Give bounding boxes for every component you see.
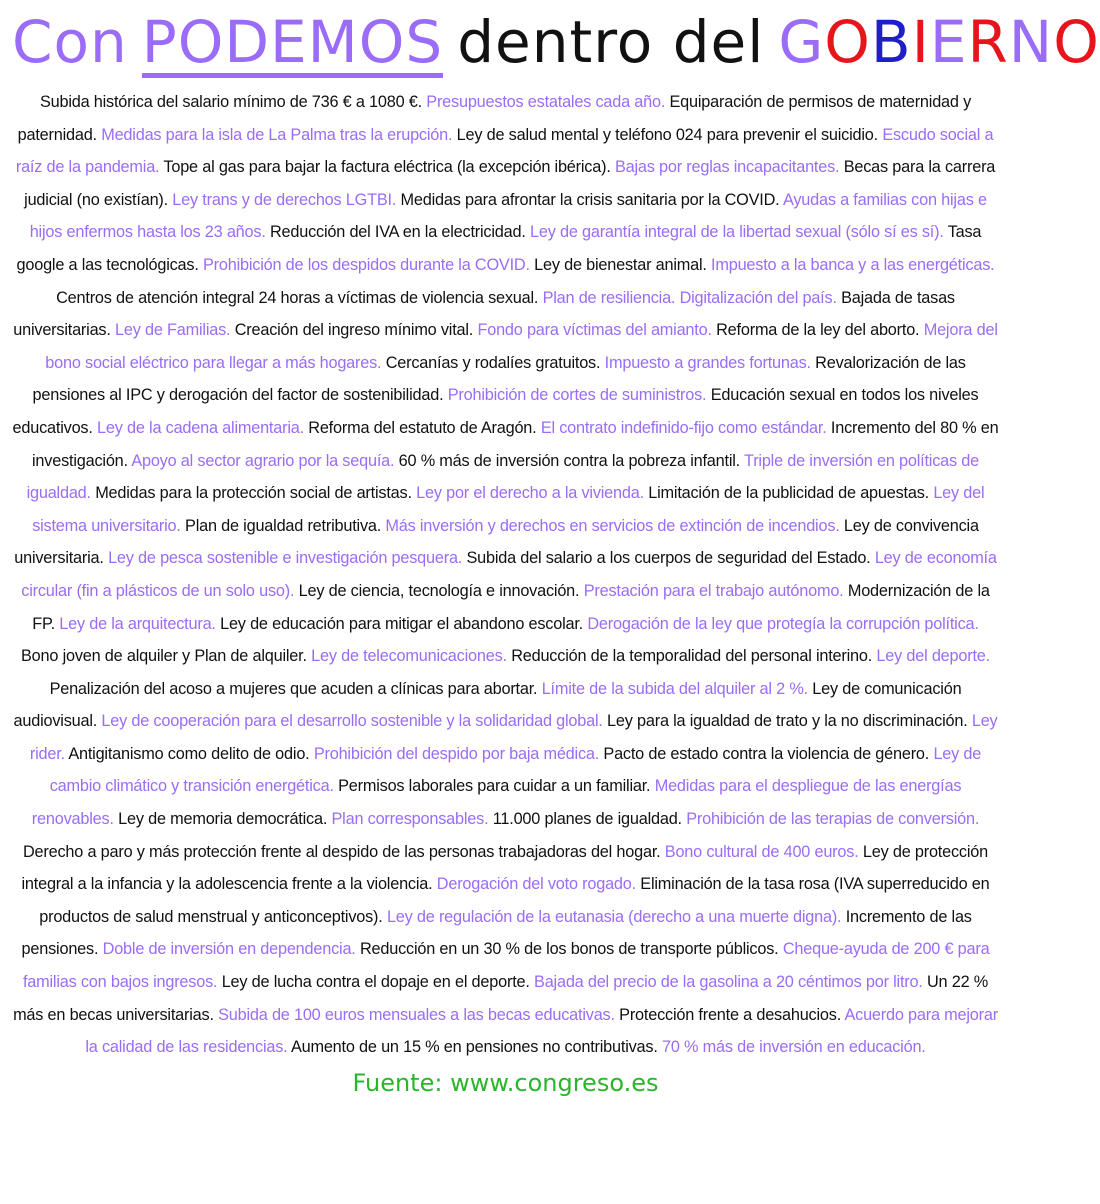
measure-item: Ayudas a familias con hijas e hijos enfermos hasta los 23 años. bbox=[29, 190, 987, 242]
measure-item: Bono joven de alquiler y Plan de alquiler. bbox=[21, 647, 307, 666]
measure-item: Ley de regulación de la eutanasia (derecho a una muerte digna). bbox=[386, 907, 842, 926]
measure-item: Eliminación de la tasa rosa (IVA superreducido en productos de salud menstrual y anticonceptivos). bbox=[39, 875, 990, 926]
measure-item: Subida histórica del salario mínimo de 736 € a 1080 €. bbox=[39, 93, 422, 111]
measure-item: Ley por el derecho a la vivienda. bbox=[416, 484, 644, 503]
measure-item: Ley de ciencia, tecnología e innovación. bbox=[298, 581, 580, 600]
measure-item: Ley de comunicación audiovisual. bbox=[13, 679, 962, 731]
measure-item: Plan de igualdad retributiva. bbox=[185, 516, 382, 535]
gobierno-letter: N bbox=[1008, 8, 1054, 76]
measure-item: Incremento del 80 % en investigación. bbox=[32, 418, 999, 470]
measure-item: El contrato indefinido-fijo como estándar. bbox=[540, 418, 827, 437]
measure-item: Protección frente a desahucios. bbox=[619, 1005, 842, 1024]
gobierno-letter: R bbox=[967, 8, 1009, 76]
title-dentro-del: dentro del bbox=[457, 8, 765, 76]
measure-item: Derecho a paro y más protección frente al despido de las personas trabajadoras del hogar. bbox=[23, 842, 661, 861]
measure-item: Triple de inversión en políticas de igualdad. bbox=[26, 451, 979, 503]
measure-item: Medidas para la isla de La Palma tras la erupción. bbox=[101, 125, 453, 144]
measure-item: Ley de protección integral a la infancia y la adolescencia frente a la violencia. bbox=[21, 842, 988, 894]
measure-item: Bajas por reglas incapacitantes. bbox=[614, 158, 840, 177]
measure-item: Reducción del IVA en la electricidad. bbox=[269, 223, 526, 242]
measure-item: Bono cultural de 400 euros. bbox=[664, 842, 859, 861]
measure-item: Ley de bienestar animal. bbox=[534, 255, 707, 274]
measure-item: Derogación de la ley que protegía la corrupción política. bbox=[587, 614, 979, 633]
measure-item: Medidas para el despliegue de las energías renovables. bbox=[31, 777, 962, 829]
measure-item: Impuesto a grandes fortunas. bbox=[604, 353, 811, 372]
measure-item: Ley de la cadena alimentaria. bbox=[97, 418, 304, 437]
title-gobierno bbox=[778, 4, 1100, 80]
measure-item: Reducción en un 30 % de los bonos de transporte públicos. bbox=[359, 940, 779, 959]
gobierno-letter: O bbox=[824, 8, 871, 76]
measure-item: Ley rider. bbox=[29, 712, 998, 763]
measure-item: Tasa google a las tecnológicas. bbox=[16, 223, 982, 274]
measure-item: Presupuestos estatales cada año. bbox=[426, 93, 666, 111]
measure-item: Prohibición de los despidos durante la COVID. bbox=[203, 255, 530, 274]
measure-item: Impuesto a la banca y a las energéticas. bbox=[711, 255, 995, 274]
gobierno-letter: E bbox=[929, 8, 968, 76]
measure-item: Límite de la subida del alquiler al 2 %. bbox=[541, 679, 808, 698]
measure-item: Ley para la igualdad de trato y la no discriminación. bbox=[607, 712, 968, 731]
measure-item: Modernización de la FP. bbox=[32, 581, 990, 633]
measure-item: Ley de cambio climático y transición energética. bbox=[49, 744, 982, 796]
measure-item: Ley de garantía integral de la libertad sexual (sólo sí es sí). bbox=[529, 223, 944, 242]
measure-item: Ley de telecomunicaciones. bbox=[311, 647, 507, 666]
measure-item: Ley de lucha contra el dopaje en el deporte. bbox=[221, 973, 530, 992]
measure-item: Bajada de tasas universitarias. bbox=[13, 288, 955, 340]
measure-item: Reducción de la temporalidad del personal interino. bbox=[511, 647, 873, 666]
measure-item: Bajada del precio de la gasolina a 20 céntimos por litro. bbox=[534, 973, 923, 992]
measure-item: Aumento de un 15 % en pensiones no contributivas. bbox=[290, 1038, 658, 1057]
measure-item: Prohibición del despido por baja médica. bbox=[313, 744, 600, 763]
poster-title bbox=[12, 4, 1100, 80]
measure-item: Prestación para el trabajo autónomo. bbox=[583, 581, 844, 600]
measure-item: Ley de convivencia universitaria. bbox=[14, 516, 979, 568]
measure-item: Fondo para víctimas del amianto. bbox=[477, 321, 712, 340]
measure-item: Acuerdo para mejorar la calidad de las residencias. bbox=[85, 1005, 998, 1057]
measure-item: Cheque-ayuda de 200 € para familias con bajos ingresos. bbox=[22, 940, 990, 992]
measure-item: Pacto de estado contra la violencia de género. bbox=[603, 744, 930, 763]
measure-item: Limitación de la publicidad de apuestas. bbox=[648, 484, 929, 503]
measure-item: Un 22 % más en becas universitarias. bbox=[13, 973, 989, 1024]
measure-item: Educación sexual en todos los niveles educativos. bbox=[12, 386, 979, 437]
measure-item: Subida de 100 euros mensuales a las becas educativas. bbox=[218, 1005, 615, 1024]
measure-item: Penalización del acoso a mujeres que acuden a clínicas para abortar. bbox=[49, 679, 538, 698]
measure-item: Centros de atención integral 24 horas a víctimas de violencia sexual. bbox=[56, 288, 539, 307]
measure-item: Ley del sistema universitario. bbox=[32, 484, 985, 535]
measure-item: Apoyo al sector agrario por la sequía. bbox=[131, 451, 395, 470]
title-podemos: PODEMOS bbox=[141, 8, 444, 76]
measure-item: Reforma de la ley del aborto. bbox=[716, 321, 920, 340]
measure-item: Escudo social a raíz de la pandemia. bbox=[15, 125, 994, 177]
measure-item: Ley de cooperación para el desarrollo sostenible y la solidaridad global. bbox=[101, 712, 603, 731]
measure-item: Reforma del estatuto de Aragón. bbox=[308, 418, 537, 437]
gobierno-letter: O bbox=[1053, 8, 1100, 76]
measure-item: Prohibición de cortes de suministros. bbox=[447, 386, 707, 405]
measure-item: Incremento de las pensiones. bbox=[21, 907, 972, 959]
title-con: Con bbox=[12, 8, 128, 76]
measure-item: Derogación del voto rogado. bbox=[436, 875, 636, 894]
measure-item: Creación del ingreso mínimo vital. bbox=[234, 321, 474, 340]
measure-item: Ley de la arquitectura. bbox=[59, 614, 216, 633]
measure-item: Prohibición de las terapias de conversión. bbox=[686, 810, 980, 829]
measure-item: 11.000 planes de igualdad. bbox=[492, 810, 682, 829]
measure-item: Ley de economía circular (fin a plásticos de un solo uso). bbox=[21, 549, 997, 600]
measure-item: Medidas para la protección social de artistas. bbox=[95, 484, 412, 503]
measure-item: Revalorización de las pensiones al IPC y derogación del factor de sostenibilidad. bbox=[32, 353, 966, 405]
poster bbox=[0, 4, 1100, 1204]
measure-item: Plan corresponsables. bbox=[331, 810, 489, 829]
measure-item: Plan de resiliencia. Digitalización del país. bbox=[542, 288, 837, 307]
measure-item: 60 % más de inversión contra la pobreza infantil. bbox=[398, 451, 741, 470]
measure-item: Cercanías y rodalíes gratuitos. bbox=[385, 353, 601, 372]
gobierno-letter: G bbox=[778, 8, 825, 76]
measure-item: Medidas para afrontar la crisis sanitaria por la COVID. bbox=[400, 190, 780, 209]
measure-item: Ley de pesca sostenible e investigación pesquera. bbox=[108, 549, 463, 568]
source-credit: Fuente: www.congreso.es bbox=[352, 1068, 659, 1097]
measure-item: Ley de educación para mitigar el abandono escolar. bbox=[220, 614, 584, 633]
measures-paragraph bbox=[12, 86, 999, 1064]
measure-item: Ley trans y de derechos LGTBI. bbox=[172, 190, 397, 209]
measure-item: Subida del salario a los cuerpos de seguridad del Estado. bbox=[466, 549, 871, 568]
measure-item: Doble de inversión en dependencia. bbox=[102, 940, 356, 959]
measure-item: Antigitanismo como delito de odio. bbox=[68, 744, 310, 763]
measure-item: Tope al gas para bajar la factura eléctrica (la excepción ibérica). bbox=[163, 158, 611, 177]
measure-item: Permisos laborales para cuidar a un familiar. bbox=[338, 777, 651, 796]
measure-item: Ley de Familias. bbox=[115, 321, 231, 340]
measure-item: 70 % más de inversión en educación. bbox=[662, 1038, 926, 1057]
gobierno-letter: B bbox=[870, 8, 912, 76]
measure-item: Ley de memoria democrática. bbox=[118, 810, 328, 829]
measure-item: Becas para la carrera judicial (no existían). bbox=[24, 158, 996, 209]
measure-item: Más inversión y derechos en servicios de extinción de incendios. bbox=[385, 516, 840, 535]
measure-item: Mejora del bono social eléctrico para llegar a más hogares. bbox=[45, 321, 998, 372]
measure-item: Ley del deporte. bbox=[876, 647, 990, 666]
measure-item: Equiparación de permisos de maternidad y paternidad. bbox=[17, 93, 972, 144]
measure-item: Ley de salud mental y teléfono 024 para prevenir el suicidio. bbox=[456, 125, 878, 144]
gobierno-letter: I bbox=[911, 8, 930, 76]
